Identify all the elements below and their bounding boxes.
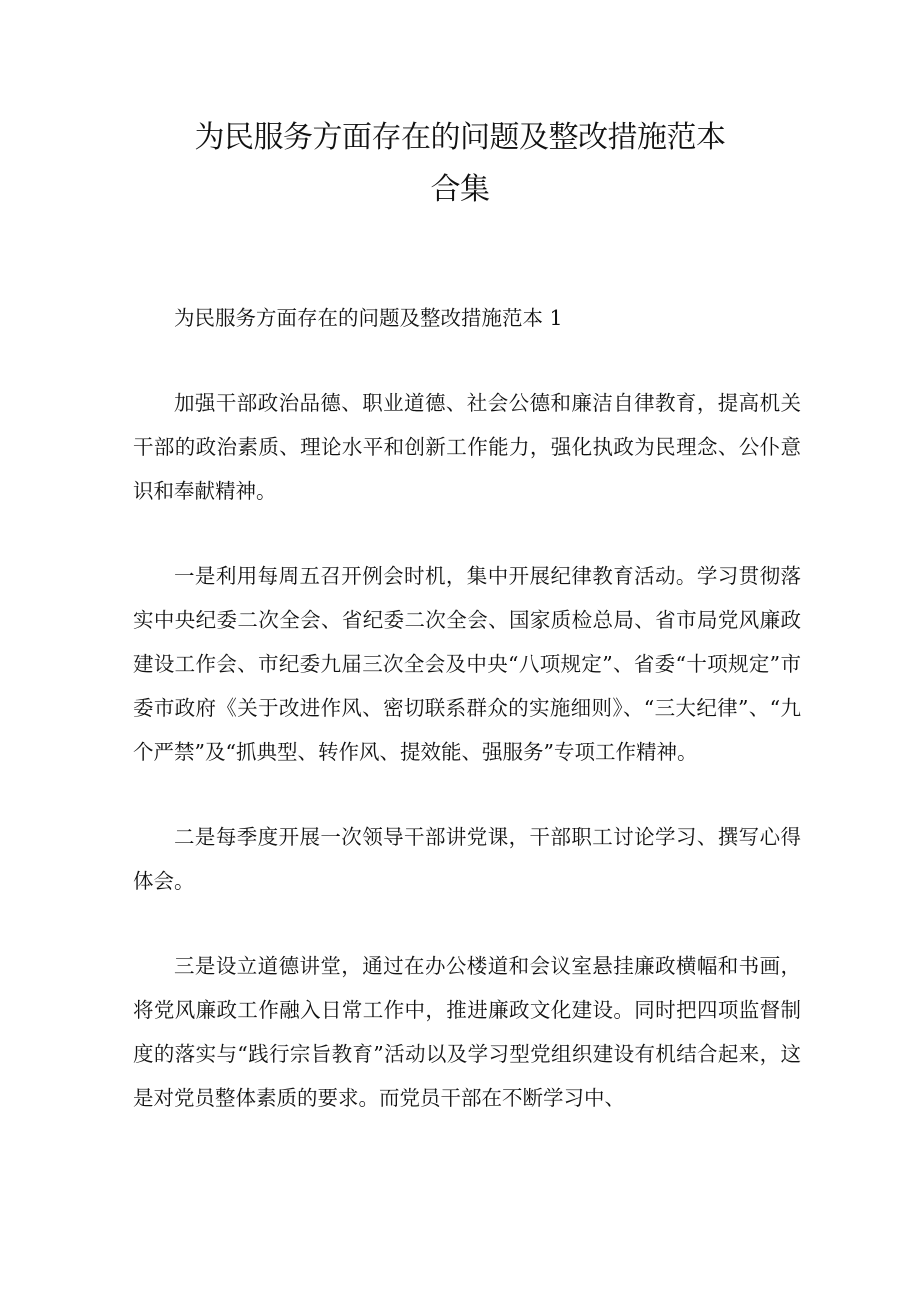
section-heading: 为民服务方面存在的问题及整改措施范本 1 bbox=[174, 306, 563, 330]
document-title bbox=[130, 112, 790, 216]
paragraph: 三是设立道德讲堂，通过在办公楼道和会议室悬挂廉政横幅和书画，将党风廉政工作融入日常工作中，推进廉政文化建设。同时把四项监督制度的落实与“践行宗旨教育”活动以及学习型党组织建设有机结合起来，这是对党员整体素质的要求。而党员干部在不断学习中、 bbox=[133, 954, 801, 1110]
paragraph: 二是每季度开展一次领导干部讲党课，干部职工讨论学习、撰写心得体会。 bbox=[133, 825, 801, 893]
paragraph: 一是利用每周五召开例会时机，集中开展纪律教育活动。学习贯彻落实中央纪委二次全会、省纪委二次全会、国家质检总局、省市局党风廉政建设工作会、市纪委九届三次全会及中央“八项规定”、省委“十项规定”市委市政府《关于改进作风、密切联系群众的实施细则》、“三大纪律”、“九个严禁”及“抓典型、转作风、提效能、强服务”专项工作精神。 bbox=[133, 564, 801, 764]
paragraph: 加强干部政治品德、职业道德、社会公德和廉洁自律教育，提高机关干部的政治素质、理论水平和创新工作能力，强化执政为民理念、公仆意识和奉献精神。 bbox=[133, 391, 801, 503]
document-body bbox=[133, 296, 801, 1161]
title-line-1: 为民服务方面存在的问题及整改措施范本 bbox=[194, 120, 726, 155]
title-line-2: 合集 bbox=[430, 172, 490, 207]
